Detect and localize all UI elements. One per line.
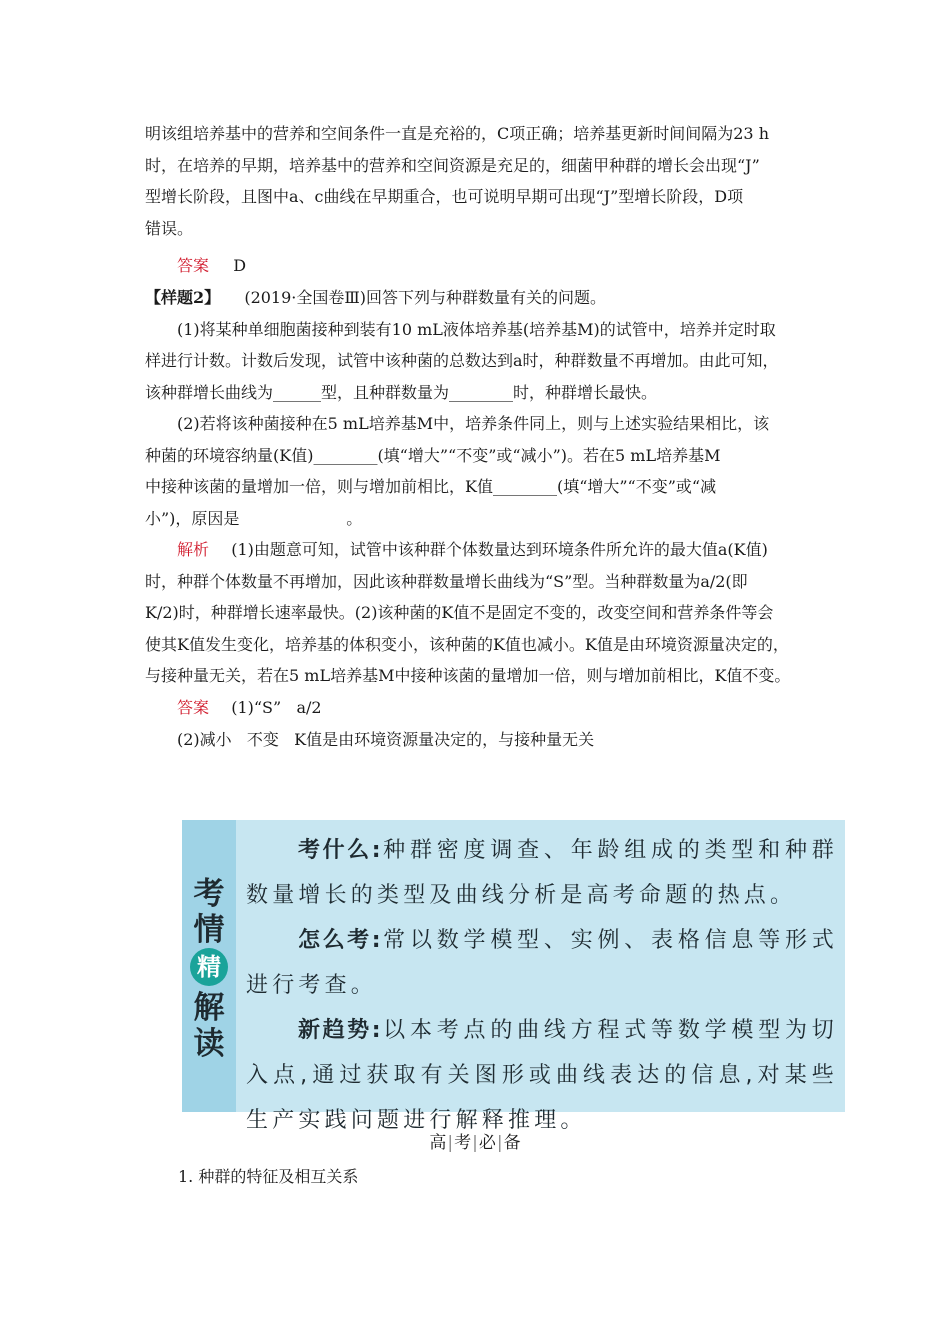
text-line: 型增长阶段，且图中a、c曲线在早期重合，也可说明早期可出现“J”型增长阶段，D项 bbox=[145, 187, 744, 206]
subhead-separator: | bbox=[472, 1133, 478, 1153]
answer-block-2 bbox=[145, 692, 815, 755]
question-line: 种菌的环境容纳量(K值)________(填“增大”“不变”或“减小”)。若在5 mL培养基M bbox=[145, 445, 721, 465]
subhead-char: 考 bbox=[454, 1133, 472, 1153]
exam-insight-box bbox=[182, 820, 845, 1133]
insight-text: 以本考点的曲线方程式等数学模型为切入点,通过获取有关图形或曲线表达的信息,对某些生产实践问题进行解释推理。 bbox=[246, 1018, 838, 1133]
subhead-char: 高 bbox=[429, 1133, 447, 1153]
answer-line: (1)“S” a/2 bbox=[231, 698, 322, 717]
question-line: 中接种该菌的量增加一倍，则与增加前相比，K值________(填“增大”“不变”或“减 bbox=[145, 477, 717, 496]
insight-content bbox=[246, 828, 838, 1143]
answer-label: 答案 bbox=[177, 256, 210, 275]
side-char: 考 bbox=[193, 876, 225, 912]
answer-label: 答案 bbox=[177, 698, 210, 717]
example-question-2 bbox=[145, 282, 815, 534]
insight-text: 常以数学模型、实例、表格信息等形式进行考查。 bbox=[246, 928, 838, 998]
continuation-paragraph bbox=[145, 118, 815, 244]
list-heading: 1. 种群的特征及相互关系 bbox=[178, 1167, 359, 1186]
analysis-line: 使其K值发生变化，培养基的体积变小，该种菌的K值也减小。K值是由环境资源量决定的， bbox=[145, 634, 789, 654]
question-line: 小”)，原因是 。 bbox=[145, 508, 363, 528]
question-line: 该种群增长曲线为______型，且种群数量为________时，种群增长最快。 bbox=[145, 382, 658, 402]
subhead-separator: | bbox=[496, 1133, 503, 1153]
analysis-line: 时，种群个体数量不再增加，因此该种群数量增长曲线为“S”型。当种群数量为a/2(即 bbox=[145, 571, 748, 591]
side-char: 读 bbox=[193, 1026, 225, 1062]
analysis-block bbox=[145, 534, 815, 692]
insight-item bbox=[246, 1008, 838, 1143]
example-source: (2019·全国卷Ⅲ)回答下列与种群数量有关的问题。 bbox=[244, 288, 607, 307]
answer-block-1 bbox=[145, 250, 815, 282]
text-line: 时，在培养的早期，培养基中的营养和空间资源是充足的，细菌甲种群的增长会出现“J” bbox=[145, 155, 760, 175]
subhead-separator: | bbox=[447, 1133, 454, 1153]
answer-line: (2)减小 不变 K值是由环境资源量决定的，与接种量无关 bbox=[177, 729, 595, 749]
question-line: (2)若将该种菌接种在5 mL培养基M中，培养条件同上，则与上述实验结果相比，该 bbox=[177, 414, 770, 433]
subhead-char: 备 bbox=[503, 1133, 521, 1153]
analysis-line: 与接种量无关，若在5 mL培养基M中接种该菌的量增加一倍，则与增加前相比，K值不变。 bbox=[145, 666, 791, 685]
analysis-label: 解析 bbox=[177, 540, 210, 559]
insight-label: 新趋势: bbox=[298, 1018, 383, 1043]
insight-item bbox=[246, 918, 838, 1008]
analysis-line: (1)由题意可知，试管中该种群个体数量达到环境条件所允许的最大值a(K值) bbox=[231, 540, 768, 559]
side-badge: 精 bbox=[190, 948, 228, 986]
question-line: 样进行计数。计数后发现，试管中该种菌的总数达到a时，种群数量不再增加。由此可知， bbox=[145, 351, 779, 370]
section-subheading bbox=[0, 1130, 950, 1156]
answer-value: D bbox=[233, 256, 247, 275]
insight-side-banner bbox=[182, 820, 236, 1112]
insight-label: 考什么: bbox=[298, 838, 383, 863]
example-tag: 【样题2】 bbox=[145, 288, 221, 307]
text-line: 明该组培养基中的营养和空间条件一直是充裕的，C项正确；培养基更新时间间隔为23 h bbox=[145, 124, 769, 143]
insight-label: 怎么考: bbox=[298, 928, 383, 953]
subhead-char: 必 bbox=[478, 1133, 496, 1153]
side-char: 解 bbox=[193, 990, 225, 1026]
question-line: (1)将某种单细胞菌接种到装有10 mL液体培养基(培养基M)的试管中，培养并定时取 bbox=[177, 319, 776, 339]
text-line: 错误。 bbox=[145, 218, 194, 238]
side-char: 情 bbox=[193, 912, 225, 948]
insight-item bbox=[246, 828, 838, 918]
analysis-line: K/2)时，种群增长速率最快。(2)该种菌的K值不是固定不变的，改变空间和营养条件等会 bbox=[145, 603, 774, 622]
insight-text: 种群密度调查、年龄组成的类型和种群数量增长的类型及曲线分析是高考命题的热点。 bbox=[246, 838, 838, 908]
